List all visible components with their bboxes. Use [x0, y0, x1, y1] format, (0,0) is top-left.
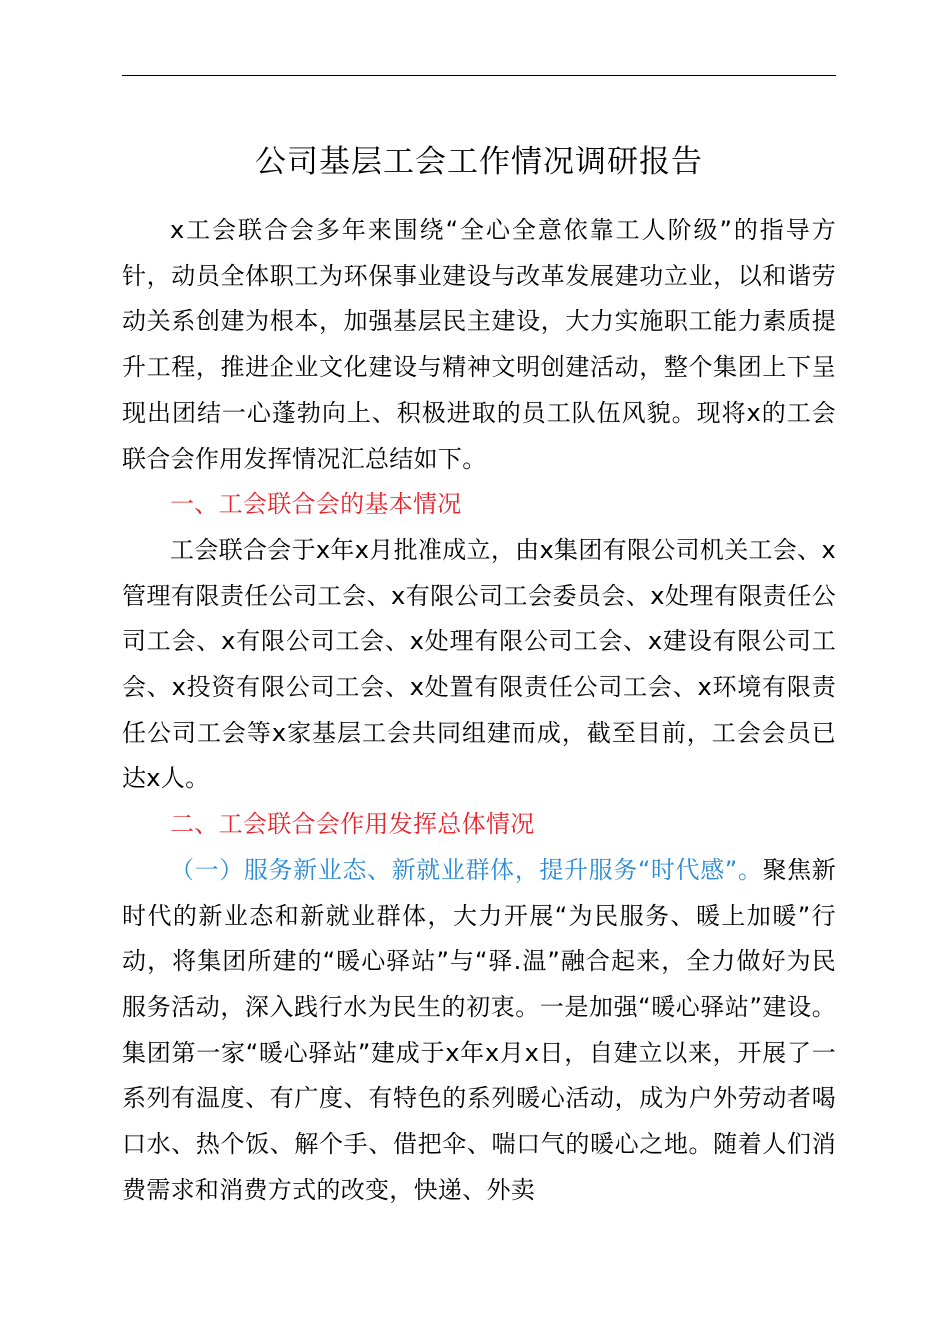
section-1-paragraph: 工会联合会于x年x月批准成立，由x集团有限公司机关工会、x管理有限责任公司工会、x有限公司工会委员会、x处理有限责任公司工会、x有限公司工会、x处理有限公司工会、x建设有限公司工会、x投资有限公司工会、x处置有限责任公司工会、x环境有限责任公司工会等x家基层工会共同组建而成，截至目前，工会会员已达x人。	[122, 535, 836, 793]
header-rule	[122, 75, 836, 76]
section-1-heading: 一、工会联合会的基本情况	[170, 490, 462, 519]
document-title: 公司基层工会工作情况调研报告	[255, 144, 703, 180]
section-2-subheading: （一）服务新业态、新就业群体，提升服务“时代感”。	[170, 855, 763, 884]
intro-paragraph: x工会联合会多年来围绕“全心全意依靠工人阶级”的指导方针，动员全体职工为环保事业建设与改革发展建功立业，以和谐劳动关系创建为根本，加强基层民主建设，大力实施职工能力素质提升工程，推进企业文化建设与精神文明创建活动，整个集团上下呈现出团结一心蓬勃向上、积极进取的员工队伍风貌。现将x的工会联合会作用发挥情况汇总结如下。	[122, 216, 836, 473]
section-2-body-text: 聚焦新时代的新业态和新就业群体，大力开展“为民服务、暖上加暖”行动，将集团所建的“暖心驿站”与“驿.温”融合起来，全力做好为民服务活动，深入践行水为民生的初衷。一是加强“暖心驿站”建设。集团第一家“暖心驿站”建成于x年x月x日，自建立以来，开展了一系列有温度、有广度、有特色的系列暖心活动，成为户外劳动者喝口水、热个饭、解个手、借把伞、喘口气的暖心之地。随着人们消费需求和消费方式的改变，快递、外卖	[122, 855, 836, 1204]
section-2-heading: 二、工会联合会作用发挥总体情况	[170, 810, 535, 839]
section-2-paragraph	[122, 848, 836, 1214]
document-body	[122, 208, 836, 1213]
